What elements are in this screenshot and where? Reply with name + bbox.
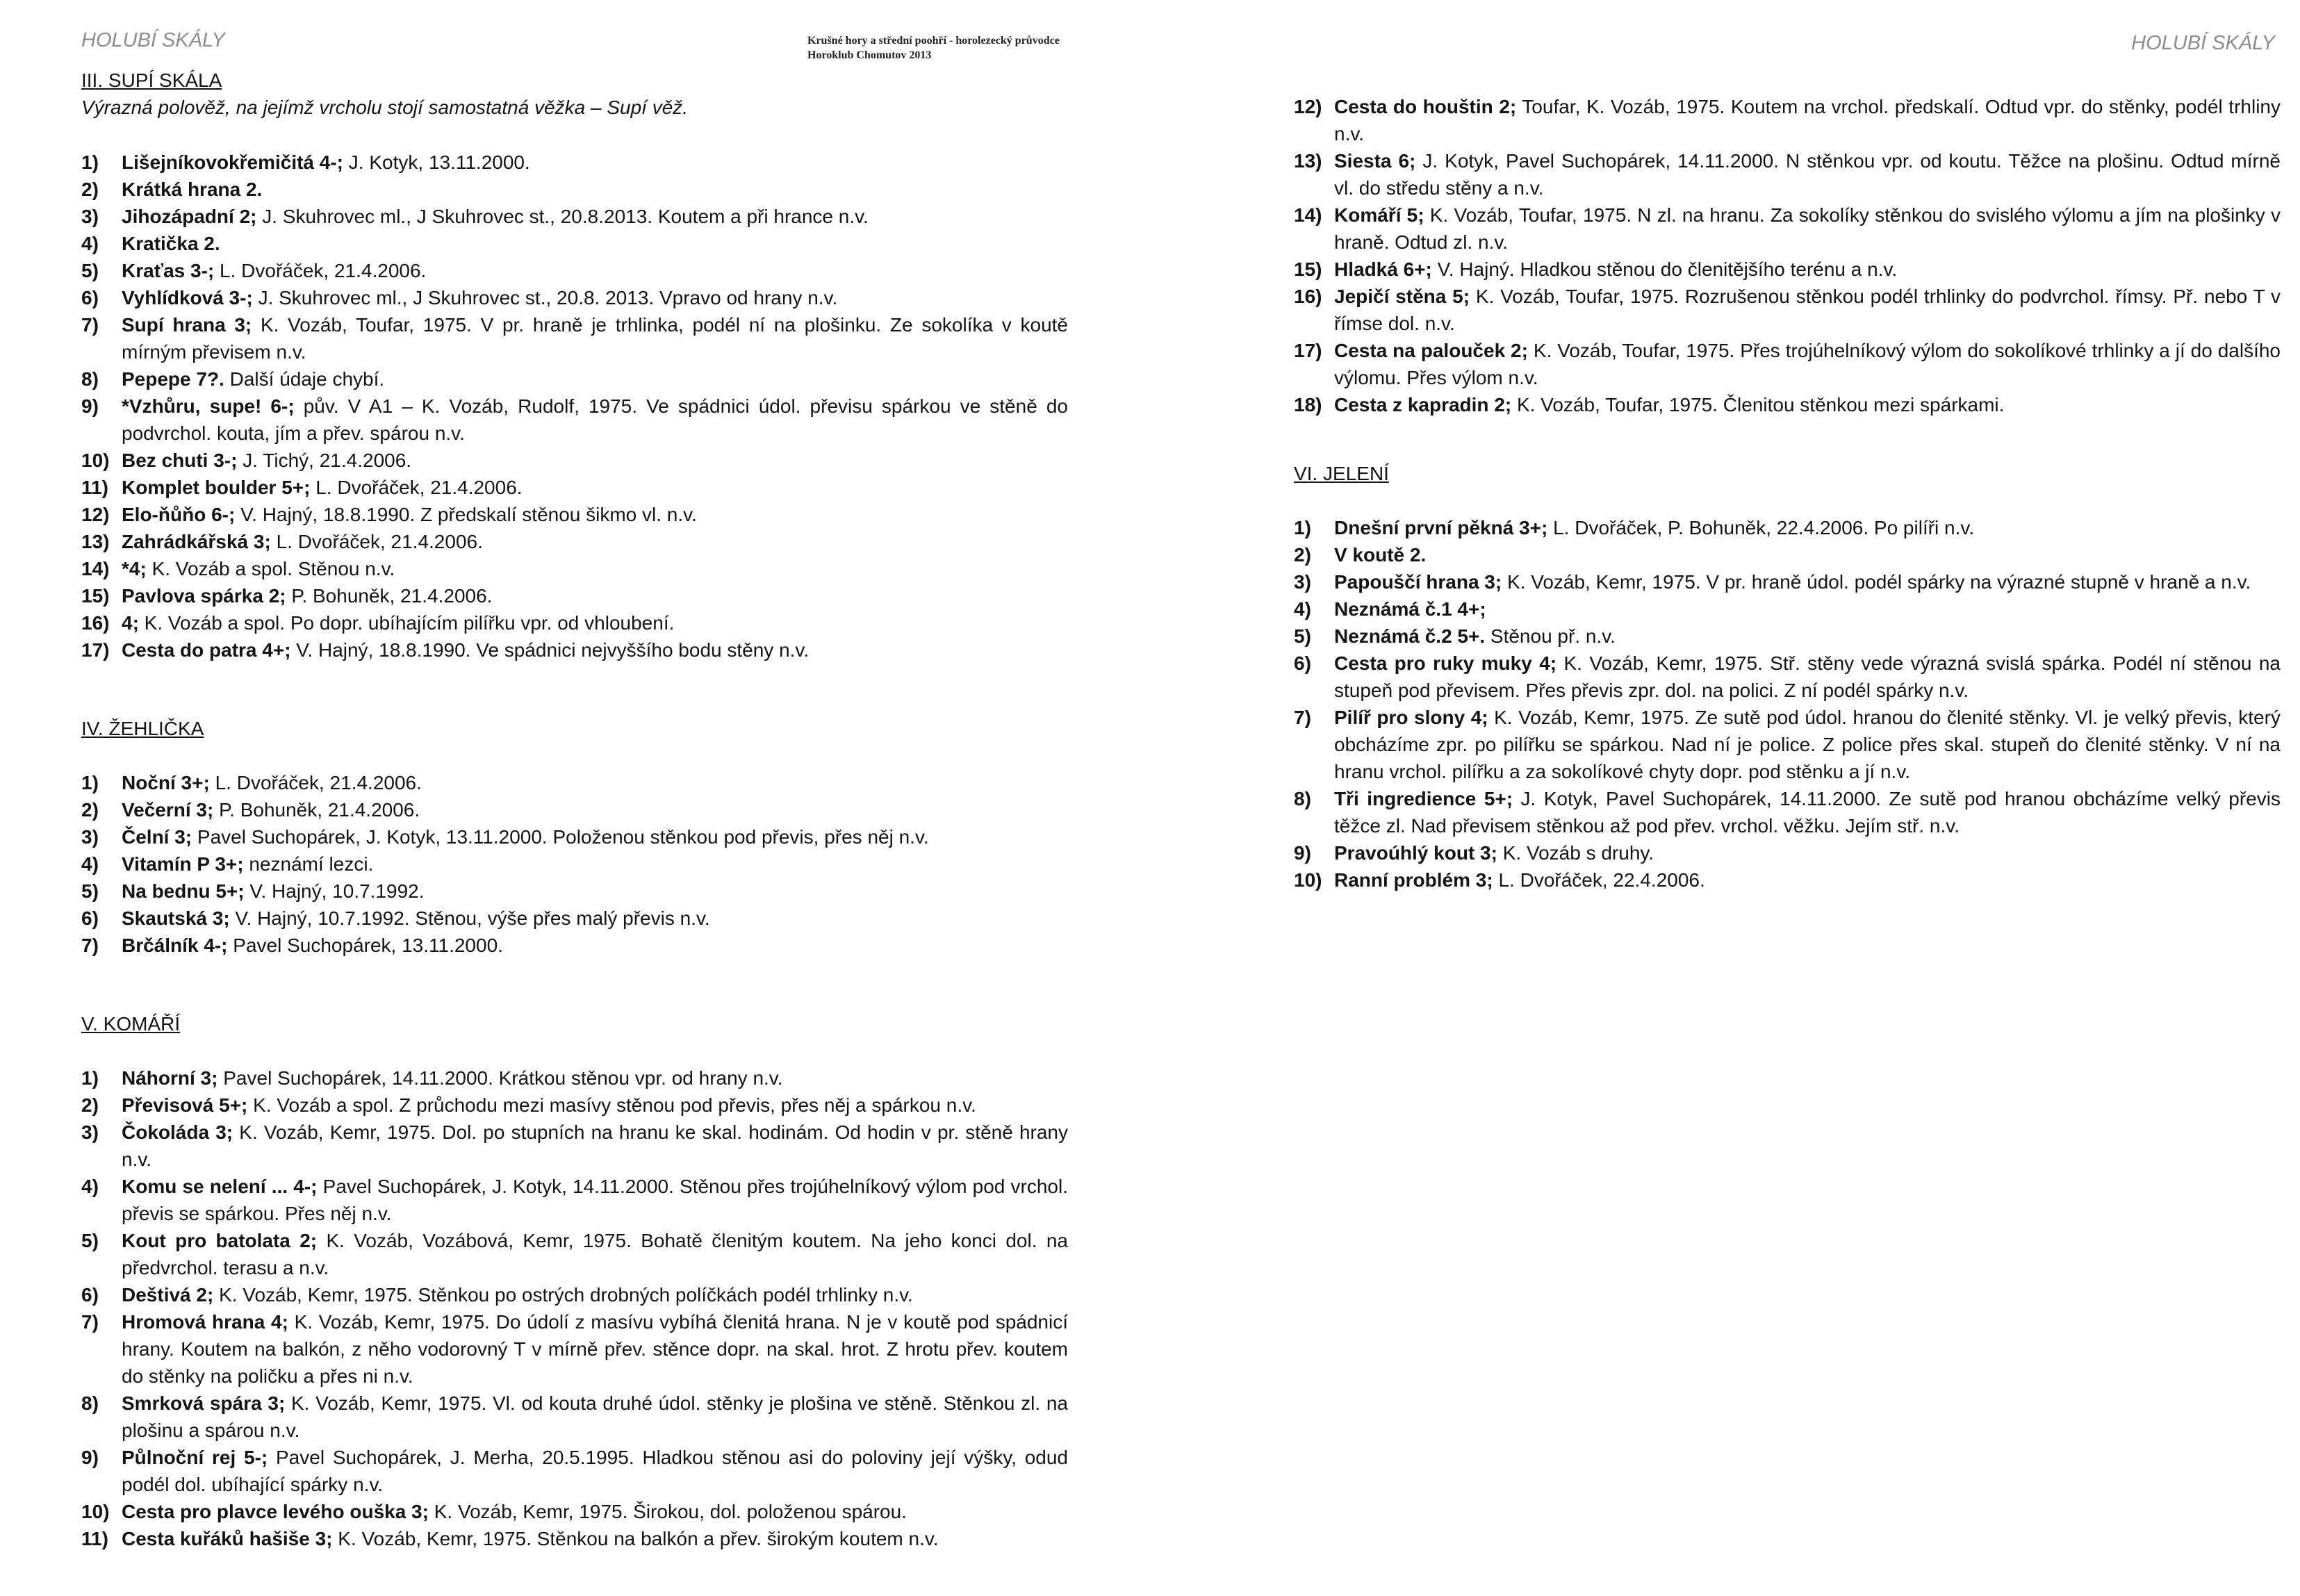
section-subtitle: Výrazná polověž, na jejímž vrcholu stojí samostatná věžka – Supí věž. xyxy=(81,97,689,118)
section-komari xyxy=(81,1010,1068,1552)
route-item xyxy=(1294,514,2281,541)
route-description: L. Dvořáček, 21.4.2006. xyxy=(214,260,427,281)
route-name: Cesta pro ruky muky 4; xyxy=(1334,652,1557,674)
route-number: 8) xyxy=(1294,788,1311,809)
route-item xyxy=(81,1390,1068,1444)
route-number: 7) xyxy=(81,314,99,336)
route-name: Papouščí hrana 3; xyxy=(1334,571,1502,593)
route-description: Toufar, K. Vozáb, 1975. Koutem na vrchol. předskalí. Odtud vpr. do stěnky, podél trhliny n.v. xyxy=(1334,96,2281,145)
route-item xyxy=(81,769,1068,796)
route-description: K. Vozáb, Kemr, 1975. Stěnkou na balkón a přev. širokým koutem n.v. xyxy=(332,1528,939,1549)
route-description: Pavel Suchopárek, J. Kotyk, 14.11.2000. Stěnou přes trojúhelníkový výlom pod vrchol. převis se spárkou. Přes něj n.v. xyxy=(122,1176,1068,1224)
route-description: K. Vozáb, Kemr, 1975. Stěnkou po ostrých drobných políčkách podél trhlinky n.v. xyxy=(213,1284,913,1306)
route-number: 15) xyxy=(1294,258,1322,280)
route-number: 6) xyxy=(1294,652,1311,674)
route-item xyxy=(81,582,1068,609)
route-description: K. Vozáb a spol. Po dopr. ubíhajícím pilířku vpr. od vhloubení. xyxy=(138,612,675,634)
route-number: 13) xyxy=(81,531,110,552)
route-name: Jepičí stěna 5; xyxy=(1334,286,1470,307)
route-description: K. Vozáb, Kemr, 1975. Širokou, dol. položenou spárou. xyxy=(428,1501,907,1522)
route-description: Pavel Suchopárek, 14.11.2000. Krátkou stěnou vpr. od hrany n.v. xyxy=(217,1067,783,1089)
route-item xyxy=(81,203,1068,230)
route-item xyxy=(81,1498,1068,1525)
route-name: 4; xyxy=(122,612,139,634)
route-description: Pavel Suchopárek, 13.11.2000. xyxy=(227,935,503,956)
route-name: Bez chuti 3-; xyxy=(122,450,238,471)
route-item xyxy=(81,555,1068,582)
route-list xyxy=(81,769,1068,959)
route-name: Půlnoční rej 5-; xyxy=(122,1447,268,1468)
route-description: J. Kotyk, 13.11.2000. xyxy=(343,151,530,173)
route-name: Pavlova spárka 2; xyxy=(122,585,286,607)
route-description: K. Vozáb, Toufar, 1975. N zl. na hranu. Za sokolíky stěnkou do svislého výlomu a jím na plošinky v hraně. Odtud zl. n.v. xyxy=(1334,204,2281,253)
route-item xyxy=(81,1064,1068,1092)
route-description: V. Hajný, 10.7.1992. Stěnou, výše přes malý převis n.v. xyxy=(229,907,710,929)
route-item xyxy=(1294,147,2281,201)
route-name: Lišejníkovokřemičitá 4-; xyxy=(122,151,344,173)
route-number: 6) xyxy=(81,287,99,308)
route-name: Neznámá č.2 5+. xyxy=(1334,625,1486,647)
route-number: 10) xyxy=(81,1501,110,1522)
left-page-column xyxy=(81,67,1068,1552)
section-title: VI. JELENÍ xyxy=(1294,463,1389,484)
route-item xyxy=(1294,650,2281,704)
route-item xyxy=(81,905,1068,932)
route-number: 7) xyxy=(81,1311,99,1333)
route-number: 12) xyxy=(81,504,110,525)
route-number: 16) xyxy=(1294,286,1322,307)
route-description: J. Tichý, 21.4.2006. xyxy=(237,450,412,471)
route-name: Elo-ňůňo 6-; xyxy=(122,504,236,525)
section-title: IV. ŽEHLIČKA xyxy=(81,718,204,739)
route-description: J. Kotyk, Pavel Suchopárek, 14.11.2000. Ze sutě pod hranou obcházíme velký převis těžce zl. Nad převisem stěnkou až pod přev. vrchol. věžku. Jejím stř. n.v. xyxy=(1334,788,2281,837)
route-name: Večerní 3; xyxy=(122,799,214,821)
route-number: 8) xyxy=(81,368,99,390)
route-item xyxy=(81,1092,1068,1119)
route-description: L. Dvořáček, 21.4.2006. xyxy=(209,772,422,793)
route-name: Cesta kuřáků hašiše 3; xyxy=(122,1528,333,1549)
route-name: Dnešní první pěkná 3+; xyxy=(1334,517,1548,538)
route-number: 1) xyxy=(1294,517,1311,538)
route-number: 17) xyxy=(81,639,110,661)
route-number: 17) xyxy=(1294,340,1322,361)
route-name: Ranní problém 3; xyxy=(1334,869,1493,891)
route-number: 2) xyxy=(81,179,99,200)
route-description: K. Vozáb, Toufar, 1975. Členitou stěnkou mezi spárkami. xyxy=(1511,394,2005,416)
route-number: 9) xyxy=(1294,842,1311,864)
route-number: 8) xyxy=(81,1392,99,1414)
route-name: Skautská 3; xyxy=(122,907,230,929)
route-description: J. Skuhrovec ml., J Skuhrovec st., 20.8. 2013. Vpravo od hrany n.v. xyxy=(252,287,838,308)
route-description: J. Skuhrovec ml., J Skuhrovec st., 20.8.2013. Koutem a při hrance n.v. xyxy=(256,206,869,227)
route-description: K. Vozáb a spol. Stěnou n.v. xyxy=(146,558,395,579)
route-item xyxy=(1294,93,2281,147)
route-name: Komáří 5; xyxy=(1334,204,1424,226)
route-description: neznámí lezci. xyxy=(243,853,374,875)
route-number: 14) xyxy=(81,558,110,579)
route-number: 9) xyxy=(81,395,99,417)
route-number: 1) xyxy=(81,772,99,793)
section-title: V. KOMÁŘÍ xyxy=(81,1013,181,1035)
route-description: K. Vozáb, Kemr, 1975. Ze sutě pod údol. hranou do členité stěnky. Vl. je velký převis, který obcházíme zpr. po pilířku se spárkou. Nad ní je police. Z police přes skal. stupeň do členité stěnky. V ní na hranu vrchol. pilířku a za sokolíkové chyty dopr. pod stěnku a jí n.v. xyxy=(1334,707,2281,782)
route-name: Čokoláda 3; xyxy=(122,1121,233,1143)
route-item xyxy=(81,149,1068,176)
route-number: 10) xyxy=(81,450,110,471)
route-name: Cesta na palouček 2; xyxy=(1334,340,1528,361)
route-number: 14) xyxy=(1294,204,1322,226)
route-number: 5) xyxy=(81,880,99,902)
section-zehlicka xyxy=(81,715,1068,959)
header-guide-title xyxy=(807,33,1060,63)
route-list xyxy=(1294,93,2281,418)
route-description: K. Vozáb, Vozábová, Kemr, 1975. Bohatě členitým koutem. Na jeho konci dol. na předvrchol. terasu a n.v. xyxy=(122,1230,1068,1278)
route-item xyxy=(81,230,1068,257)
route-description: P. Bohuněk, 21.4.2006. xyxy=(213,799,420,821)
route-name: Vitamín P 3+; xyxy=(122,853,244,875)
route-item xyxy=(1294,623,2281,650)
route-number: 3) xyxy=(1294,571,1311,593)
route-item xyxy=(81,284,1068,311)
route-item xyxy=(81,257,1068,284)
route-list xyxy=(1294,514,2281,894)
route-item xyxy=(1294,256,2281,283)
route-list xyxy=(81,149,1068,664)
route-item xyxy=(81,823,1068,850)
route-name: V koutě 2. xyxy=(1334,544,1427,566)
route-name: Jihozápadní 2; xyxy=(122,206,257,227)
route-description: V. Hajný, 18.8.1990. Z předskalí stěnou šikmo vl. n.v. xyxy=(235,504,697,525)
route-name: Cesta z kapradin 2; xyxy=(1334,394,1512,416)
route-description: K. Vozáb, Kemr, 1975. V pr. hraně údol. podél spárky na výrazné stupně v hraně a n.v. xyxy=(1502,571,2251,593)
route-item xyxy=(1294,337,2281,391)
route-name: Převisová 5+; xyxy=(122,1094,248,1116)
route-name: Cesta pro plavce levého ouška 3; xyxy=(122,1501,429,1522)
route-number: 6) xyxy=(81,907,99,929)
section-supi-skala xyxy=(81,67,1068,664)
route-number: 4) xyxy=(81,853,99,875)
route-name: Smrková spára 3; xyxy=(122,1392,286,1414)
route-number: 10) xyxy=(1294,869,1322,891)
route-number: 1) xyxy=(81,151,99,173)
route-description: L. Dvořáček, P. Bohuněk, 22.4.2006. Po pilíři n.v. xyxy=(1547,517,1975,538)
route-item xyxy=(81,850,1068,878)
route-number: 2) xyxy=(81,799,99,821)
route-description: V. Hajný, 18.8.1990. Ve spádnici nejvyššího bodu stěny n.v. xyxy=(290,639,810,661)
header-guide-line-1: Krušné hory a střední poohří - horolezecký průvodce xyxy=(807,35,1060,47)
route-item xyxy=(1294,201,2281,256)
route-item xyxy=(1294,839,2281,866)
route-description: K. Vozáb, Kemr, 1975. Dol. po stupních na hranu ke skal. hodinám. Od hodin v pr. stěně hrany n.v. xyxy=(122,1121,1068,1170)
route-name: Noční 3+; xyxy=(122,772,210,793)
route-item xyxy=(81,1444,1068,1498)
route-item xyxy=(1294,785,2281,839)
route-name: Pravoúhlý kout 3; xyxy=(1334,842,1497,864)
route-name: Pilíř pro slony 4; xyxy=(1334,707,1488,728)
header-left-title: HOLUBÍ SKÁLY xyxy=(81,29,225,51)
route-item xyxy=(81,528,1068,555)
route-item xyxy=(1294,283,2281,337)
route-number: 3) xyxy=(81,206,99,227)
route-description: V. Hajný. Hladkou stěnou do členitějšího terénu a n.v. xyxy=(1431,258,1898,280)
route-item xyxy=(81,1119,1068,1173)
route-name: Hladká 6+; xyxy=(1334,258,1432,280)
route-name: Cesta do houštin 2; xyxy=(1334,96,1517,117)
route-name: Pepepe 7?. xyxy=(122,368,224,390)
route-item xyxy=(1294,595,2281,623)
route-number: 11) xyxy=(81,477,108,498)
route-description: P. Bohuněk, 21.4.2006. xyxy=(286,585,493,607)
route-name: Vyhlídková 3-; xyxy=(122,287,253,308)
route-item xyxy=(81,311,1068,365)
route-number: 15) xyxy=(81,585,110,607)
route-item xyxy=(81,474,1068,501)
route-number: 2) xyxy=(81,1094,99,1116)
route-description: Další údaje chybí. xyxy=(224,368,385,390)
route-number: 16) xyxy=(81,612,110,634)
route-item xyxy=(81,636,1068,664)
route-description: K. Vozáb, Kemr, 1975. Stř. stěny vede výrazná svislá spárka. Podél ní stěnou na stupeň pod převisem. Přes převis zpr. dol. na polici. Z ní podél spárky n.v. xyxy=(1334,652,2281,701)
route-number: 12) xyxy=(1294,96,1322,117)
route-number: 7) xyxy=(1294,707,1311,728)
route-item xyxy=(1294,704,2281,785)
route-name: *Vzhůru, supe! 6-; xyxy=(122,395,295,417)
section-jeleni xyxy=(1294,460,2281,894)
route-number: 9) xyxy=(81,1447,99,1468)
route-item xyxy=(81,609,1068,636)
route-name: Na bednu 5+; xyxy=(122,880,245,902)
route-item xyxy=(81,176,1068,203)
route-description: K. Vozáb, Toufar, 1975. V pr. hraně je trhlinka, podél ní na plošinku. Ze sokolíka v koutě mírným převisem n.v. xyxy=(122,314,1068,363)
route-name: Komplet boulder 5+; xyxy=(122,477,311,498)
route-description: V. Hajný, 10.7.1992. xyxy=(244,880,425,902)
route-item xyxy=(81,796,1068,823)
route-number: 4) xyxy=(81,233,99,254)
route-item xyxy=(81,501,1068,528)
route-name: Kout pro batolata 2; xyxy=(122,1230,318,1251)
route-item xyxy=(81,1525,1068,1552)
route-number: 2) xyxy=(1294,544,1311,566)
route-item xyxy=(1294,391,2281,418)
route-number: 5) xyxy=(81,260,99,281)
route-description: K. Vozáb a spol. Z průchodu mezi masívy stěnou pod převis, přes něj a spárkou n.v. xyxy=(247,1094,976,1116)
route-item xyxy=(1294,541,2281,568)
route-number: 18) xyxy=(1294,394,1322,416)
route-name: Siesta 6; xyxy=(1334,150,1416,172)
section-title: III. SUPÍ SKÁLA xyxy=(81,69,222,91)
route-name: Kraťas 3-; xyxy=(122,260,215,281)
route-number: 3) xyxy=(81,1121,99,1143)
route-name: Náhorní 3; xyxy=(122,1067,218,1089)
route-name: Krátká hrana 2. xyxy=(122,179,263,200)
route-item xyxy=(81,932,1068,959)
route-name: Cesta do patra 4+; xyxy=(122,639,291,661)
route-description: pův. V A1 – K. Vozáb, Rudolf, 1975. Ve spádnici údol. převisu spárkou ve stěně do podvrchol. kouta, jím a přev. spárou n.v. xyxy=(122,395,1068,444)
route-name: Kratička 2. xyxy=(122,233,220,254)
section-komari-continued xyxy=(1294,93,2281,418)
route-number: 7) xyxy=(81,935,99,956)
route-description: L. Dvořáček, 21.4.2006. xyxy=(270,531,483,552)
route-number: 6) xyxy=(81,1284,99,1306)
route-item xyxy=(81,393,1068,447)
route-name: Komu se nelení ... 4-; xyxy=(122,1176,318,1197)
route-name: Čelní 3; xyxy=(122,826,192,848)
route-description: K. Vozáb, Kemr, 1975. Vl. od kouta druhé údol. stěnky je plošina ve stěně. Stěnkou zl. na plošinu a spárou n.v. xyxy=(122,1392,1069,1441)
route-item xyxy=(81,365,1068,393)
right-page-column xyxy=(1294,93,2281,894)
route-description: J. Kotyk, Pavel Suchopárek, 14.11.2000. N stěnkou vpr. od koutu. Těžce na plošinu. Odtud mírně vl. do středu stěny a n.v. xyxy=(1334,150,2281,199)
route-description: K. Vozáb, Toufar, 1975. Přes trojúhelníkový výlom do sokolíkové trhlinky a jí do dalšího výlomu. Přes výlom n.v. xyxy=(1334,340,2281,388)
route-description: L. Dvořáček, 21.4.2006. xyxy=(310,477,523,498)
route-number: 5) xyxy=(1294,625,1311,647)
route-number: 3) xyxy=(81,826,99,848)
route-name: *4; xyxy=(122,558,147,579)
route-description: Pavel Suchopárek, J. Kotyk, 13.11.2000. Položenou stěnkou pod převis, přes něj n.v. xyxy=(192,826,929,848)
route-name: Tři ingredience 5+; xyxy=(1334,788,1513,809)
route-name: Zahrádkářská 3; xyxy=(122,531,271,552)
route-list xyxy=(81,1064,1068,1552)
header-guide-line-2: Horoklub Chomutov 2013 xyxy=(807,49,932,61)
route-name: Brčálník 4-; xyxy=(122,935,228,956)
route-number: 11) xyxy=(81,1528,108,1549)
route-item xyxy=(81,1281,1068,1308)
route-number: 1) xyxy=(81,1067,99,1089)
route-item xyxy=(1294,568,2281,595)
route-item xyxy=(81,447,1068,474)
route-number: 13) xyxy=(1294,150,1322,172)
route-description: K. Vozáb, Kemr, 1975. Do údolí z masívu vybíhá členitá hrana. N je v koutě pod spádnicí hrany. Koutem na balkón, z něho vodorovný T v mírně přev. stěnce dopr. na skal. hrot. Z hrotu přev. koutem do stěnky na poličku a přes ni n.v. xyxy=(122,1311,1068,1387)
route-item xyxy=(81,1308,1068,1390)
route-description: K. Vozáb, Toufar, 1975. Rozrušenou stěnkou podél trhlinky do podvrchol. římsy. Př. nebo T v římse dol. n.v. xyxy=(1334,286,2281,334)
route-description: K. Vozáb s druhy. xyxy=(1497,842,1654,864)
route-item xyxy=(81,1173,1068,1227)
route-name: Supí hrana 3; xyxy=(122,314,252,336)
route-item xyxy=(81,1227,1068,1281)
route-description: Pavel Suchopárek, J. Merha, 20.5.1995. Hladkou stěnou asi do poloviny její výšky, odud podél dol. ubíhající spárky n.v. xyxy=(122,1447,1069,1495)
route-name: Deštivá 2; xyxy=(122,1284,214,1306)
route-number: 4) xyxy=(1294,598,1311,620)
route-item xyxy=(81,878,1068,905)
route-number: 4) xyxy=(81,1176,99,1197)
route-number: 5) xyxy=(81,1230,99,1251)
route-description: Stěnou př. n.v. xyxy=(1485,625,1616,647)
route-name: Neznámá č.1 4+; xyxy=(1334,598,1486,620)
header-right-title: HOLUBÍ SKÁLY xyxy=(2131,32,2275,54)
route-item xyxy=(1294,866,2281,894)
route-description: L. Dvořáček, 22.4.2006. xyxy=(1493,869,1705,891)
route-name: Hromová hrana 4; xyxy=(122,1311,288,1333)
